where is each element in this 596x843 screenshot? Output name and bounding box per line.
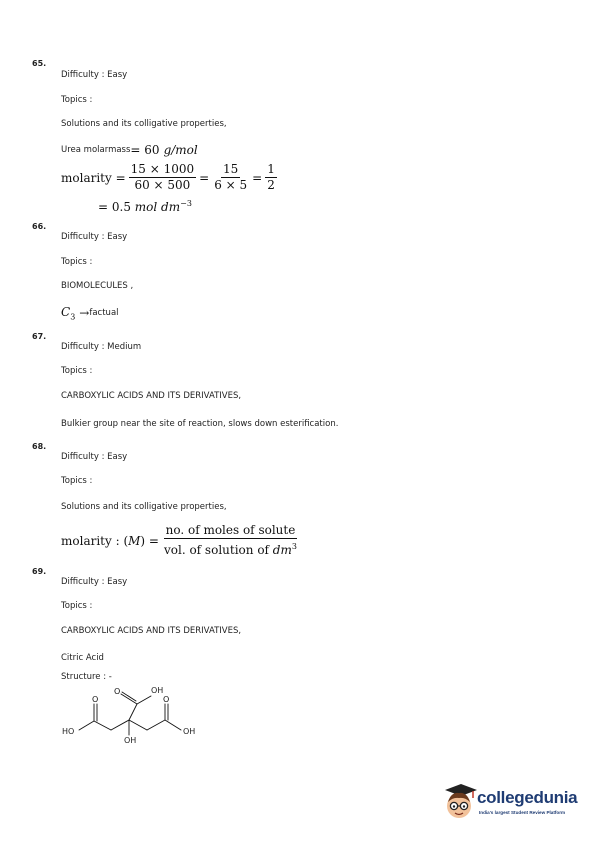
molarity-fraction — [162, 524, 299, 557]
oxygen-left: O — [92, 695, 99, 704]
ho-left-label: HO — [62, 727, 75, 736]
molarity-result — [98, 199, 192, 214]
molarity-fraction-den — [162, 539, 299, 557]
topic-text: Solutions and its colligative properties, — [61, 502, 227, 512]
question-number: 68. — [32, 442, 47, 451]
oxygen-top: O — [114, 687, 121, 696]
equals-sign: = — [252, 170, 263, 185]
topic-text: CARBOXYLIC ACIDS AND ITS DERIVATIVES, — [61, 626, 242, 636]
den-unit: dm — [272, 543, 292, 557]
oh-right-label: OH — [183, 727, 196, 736]
topics-label: Topics : — [61, 95, 93, 105]
question-number: 69. — [32, 567, 47, 576]
den-text: vol. of solution of — [163, 543, 273, 557]
topic-text: BIOMOLECULES , — [61, 281, 134, 291]
brand-name: collegedunia — [477, 788, 578, 807]
topics-label: Topics : — [61, 366, 93, 376]
oxygen-right: O — [163, 695, 170, 704]
urea-unit: g/mol — [163, 143, 198, 157]
answer-text: factual — [89, 308, 119, 319]
topics-label: Topics : — [61, 601, 93, 611]
explanation-text: Bulkier group near the site of reaction, slows down esterification. — [61, 419, 339, 429]
fraction-1-num: 15 × 1000 — [130, 162, 195, 176]
difficulty-label: Difficulty : Easy — [61, 70, 128, 80]
molarity-def-lhs: molarity : ( — [61, 533, 129, 548]
urea-value: = 60 — [130, 143, 160, 157]
urea-molarmass-line — [61, 143, 198, 157]
question-number: 67. — [32, 332, 47, 341]
carbon-subscript: 3 — [70, 312, 76, 322]
difficulty-label: Difficulty : Easy — [61, 577, 128, 587]
topic-text: CARBOXYLIC ACIDS AND ITS DERIVATIVES, — [61, 391, 242, 401]
fraction-3-num: 1 — [267, 162, 275, 176]
collegedunia-logo — [439, 780, 581, 824]
question-number: 65. — [32, 59, 47, 68]
oh-top-label: OH — [151, 686, 164, 695]
molarity-fraction-num: no. of moles of solute — [165, 523, 296, 537]
topics-label: Topics : — [61, 257, 93, 267]
fraction-2 — [212, 163, 249, 192]
fraction-2-num: 15 — [223, 162, 239, 176]
urea-label: Urea molarmass — [61, 145, 131, 155]
topics-label: Topics : — [61, 476, 93, 486]
structure-label: Structure : - — [61, 672, 112, 682]
result-exponent: −3 — [180, 199, 192, 208]
compound-name: Citric Acid — [61, 653, 104, 663]
oh-bottom-label: OH — [124, 736, 137, 745]
result-unit: mol dm — [134, 200, 181, 214]
molarity-def-eq: ) = — [140, 533, 159, 548]
carbon-symbol: C — [61, 305, 71, 319]
den-exponent: 3 — [291, 542, 297, 551]
difficulty-label: Difficulty : Easy — [61, 232, 128, 242]
molarity-var: M — [128, 533, 141, 548]
answer-line — [61, 305, 119, 321]
difficulty-label: Difficulty : Easy — [61, 452, 128, 462]
molarity-definition — [61, 524, 302, 557]
fraction-3-den: 2 — [267, 178, 275, 192]
equals-sign: = — [199, 170, 210, 185]
arrow-icon: → — [79, 306, 90, 321]
fraction-1 — [129, 163, 197, 192]
result-value: = 0.5 — [98, 200, 131, 214]
molarity-lhs: molarity = — [61, 170, 126, 185]
question-number: 66. — [32, 222, 47, 231]
fraction-3 — [265, 163, 277, 192]
fraction-2-den: 6 × 5 — [214, 178, 248, 192]
brand-tagline: India's largest Student Review Platform — [479, 810, 566, 815]
fraction-1-den: 60 × 500 — [134, 178, 191, 192]
difficulty-label: Difficulty : Medium — [61, 342, 142, 352]
mascot-icon — [439, 780, 479, 824]
topic-text: Solutions and its colligative properties, — [61, 119, 227, 129]
molarity-equation — [61, 163, 280, 192]
